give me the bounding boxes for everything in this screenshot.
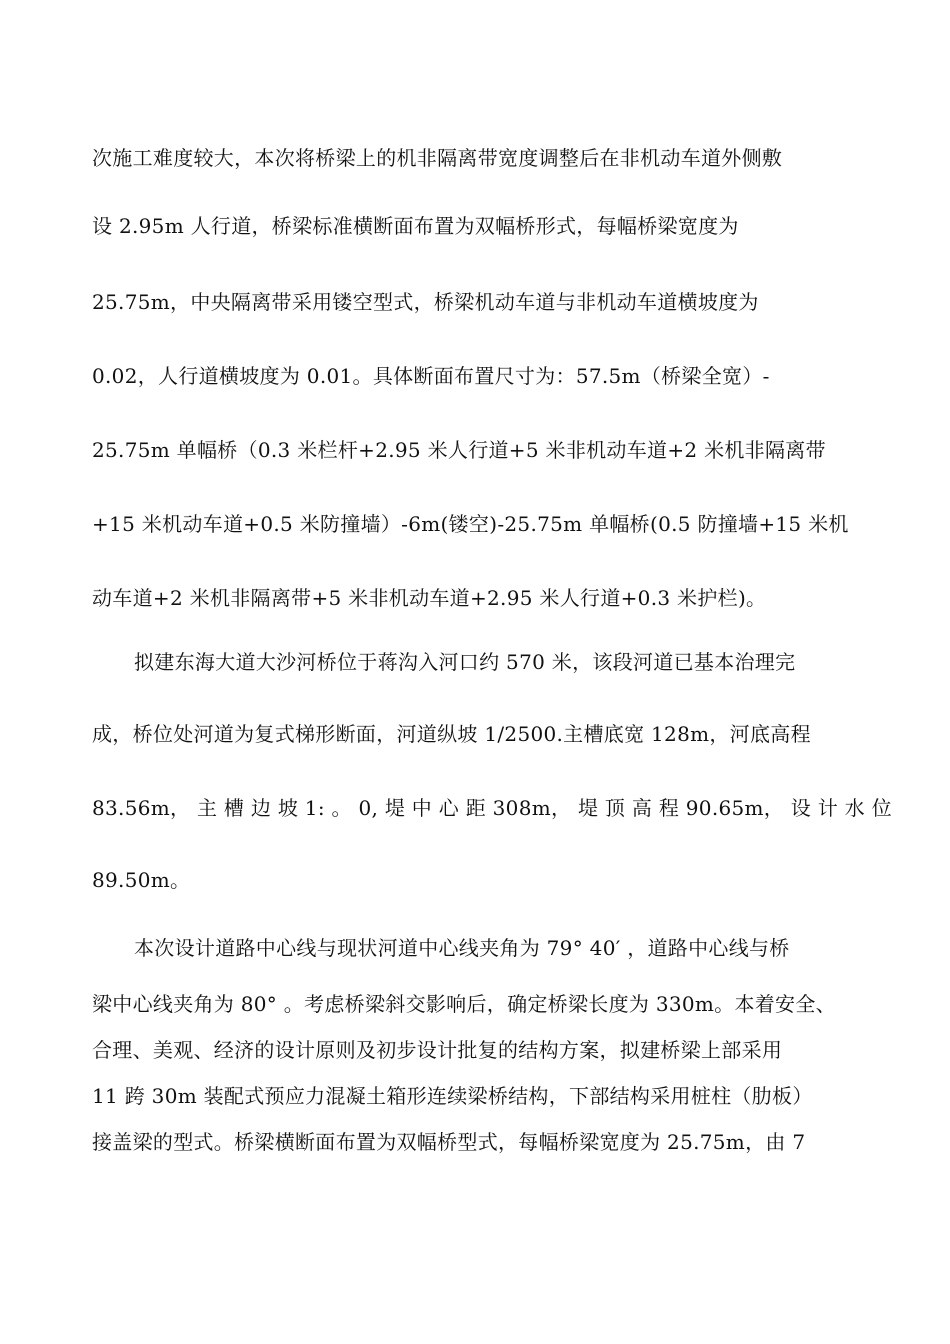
paragraph-line: 合理、美观、经济的设计原则及初步设计批复的结构方案，拟建桥梁上部采用	[92, 1038, 783, 1062]
paragraph-line: 11 跨 30m 装配式预应力混凝土箱形连续梁桥结构，下部结构采用桩柱（肋板）	[92, 1084, 813, 1108]
paragraph-line: 本次设计道路中心线与现状河道中心线夹角为 79° 40′ ，道路中心线与桥	[134, 936, 790, 960]
paragraph-line: 动车道+2 米机非隔离带+5 米非机动车道+2.95 米人行道+0.3 米护栏)。	[92, 586, 767, 610]
paragraph-line: 设 2.95m 人行道，桥梁标准横断面布置为双幅桥形式，每幅桥梁宽度为	[92, 214, 739, 238]
paragraph-line: 次施工难度较大，本次将桥梁上的机非隔离带宽度调整后在非机动车道外侧敷	[92, 146, 783, 170]
paragraph-line: 89.50m。	[92, 868, 191, 892]
paragraph-line: 83.56m， 主 槽 边 坡 1: 。 0, 堤 中 心 距 308m， 堤 顶 高 程 90.65m， 设 计 水 位	[92, 796, 892, 820]
paragraph-line: 拟建东海大道大沙河桥位于蒋沟入河口约 570 米，该段河道已基本治理完	[134, 650, 796, 674]
paragraph-line: 25.75m 单幅桥（0.3 米栏杆+2.95 米人行道+5 米非机动车道+2 米机非隔离带	[92, 438, 826, 462]
paragraph-line: 梁中心线夹角为 80° 。考虑桥梁斜交影响后，确定桥梁长度为 330m。本着安全、	[92, 992, 836, 1016]
paragraph-line: 成，桥位处河道为复式梯形断面，河道纵坡 1/2500.主槽底宽 128m，河底高程	[92, 722, 811, 746]
paragraph-line: 接盖梁的型式。桥梁横断面布置为双幅桥型式，每幅桥梁宽度为 25.75m，由 7	[92, 1130, 806, 1154]
paragraph-line: 0.02，人行道横坡度为 0.01。具体断面布置尺寸为：57.5m（桥梁全宽）-	[92, 364, 770, 388]
paragraph-line: +15 米机动车道+0.5 米防撞墙）-6m(镂空)-25.75m 单幅桥(0.5 防撞墙+15 米机	[92, 512, 849, 536]
paragraph-line: 25.75m，中央隔离带采用镂空型式，桥梁机动车道与非机动车道横坡度为	[92, 290, 759, 314]
